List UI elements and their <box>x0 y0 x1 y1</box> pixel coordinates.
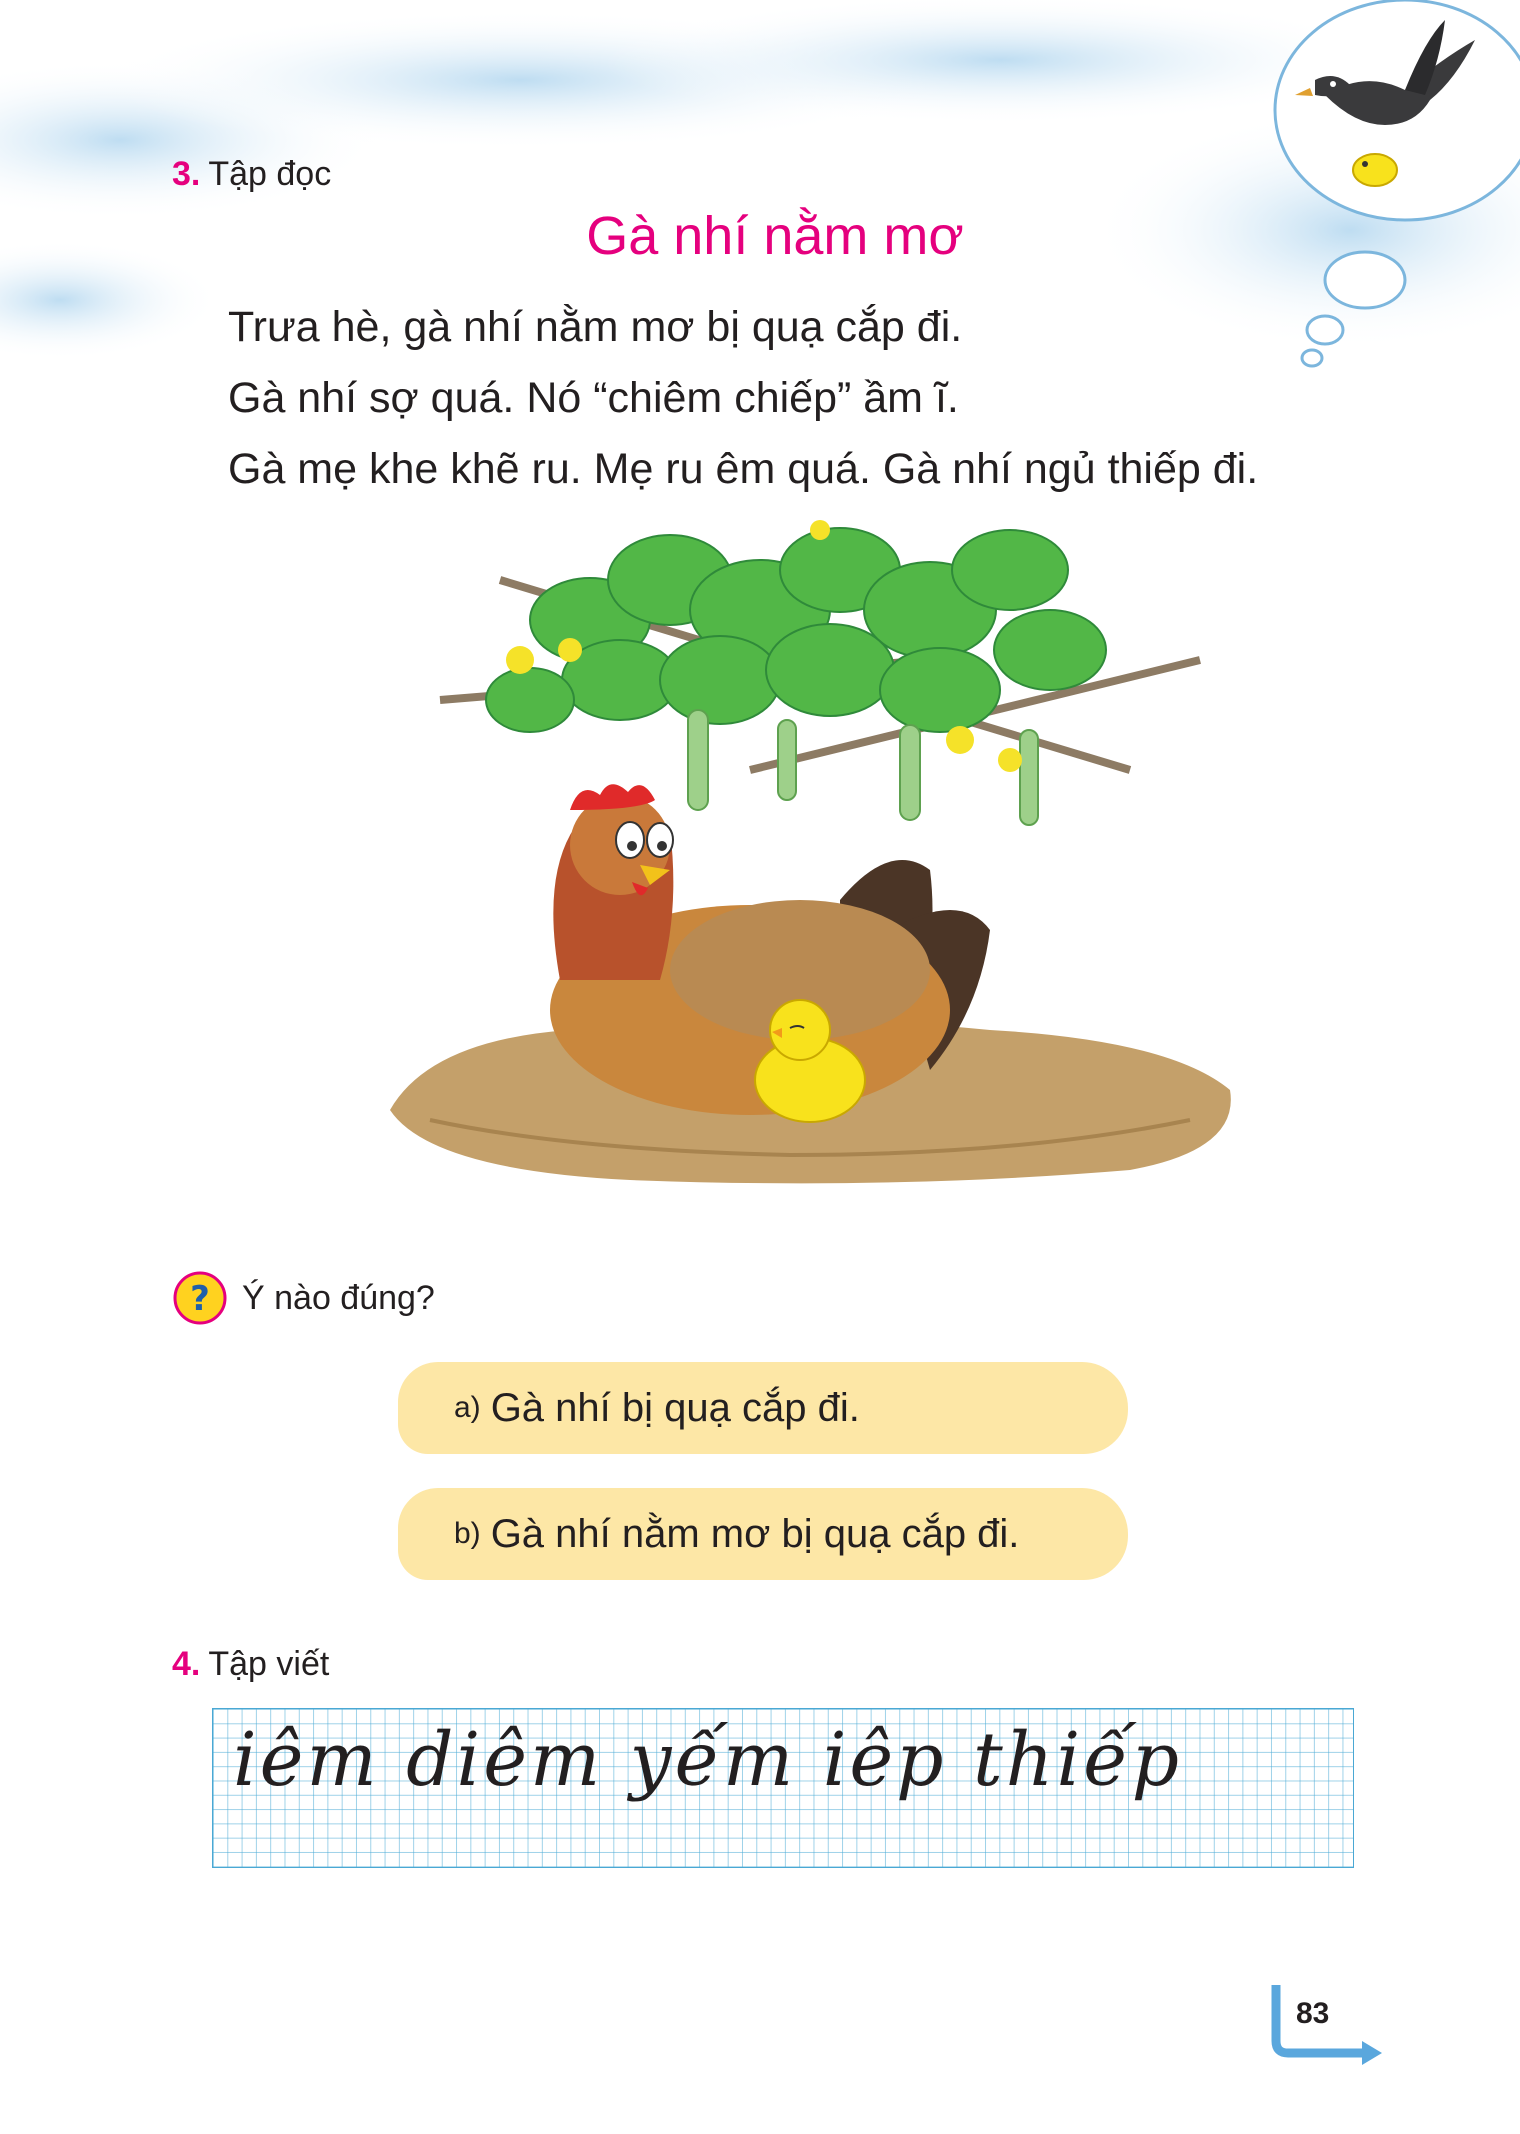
option-letter: a) <box>454 1391 481 1424</box>
reading-text <box>228 292 1428 505</box>
answer-option-a[interactable] <box>398 1362 1128 1454</box>
section-4-heading <box>172 1645 329 1684</box>
reading-title: Gà nhí nằm mơ <box>586 206 964 266</box>
section-label: Tập đọc <box>208 155 332 193</box>
option-text: Gà nhí bị quạ cắp đi. <box>490 1385 860 1430</box>
question-icon <box>172 1270 228 1326</box>
section-label: Tập viết <box>208 1645 330 1683</box>
reading-line: Gà mẹ khe khẽ ru. Mẹ ru êm quá. Gà nhí ngủ thiếp đi. <box>228 445 1259 493</box>
section-number: 4. <box>172 1645 201 1683</box>
question-text: Ý nào đúng? <box>242 1278 435 1317</box>
handwriting-sample: iêm diêm yếm iêp thiếp <box>233 1717 1183 1803</box>
svg-text:?: ? <box>190 1279 210 1319</box>
page-number: 83 <box>1296 1997 1330 2030</box>
section-3-heading <box>172 155 331 194</box>
section-number: 3. <box>172 155 201 193</box>
reading-line: Trưa hè, gà nhí nằm mơ bị quạ cắp đi. <box>228 303 963 351</box>
question-prompt <box>172 1270 435 1326</box>
option-text: Gà nhí nằm mơ bị quạ cắp đi. <box>490 1511 1020 1556</box>
answer-option-b[interactable] <box>398 1488 1128 1580</box>
option-letter: b) <box>454 1517 481 1550</box>
hen-chick-illustration <box>370 510 1250 1250</box>
page-number-marker <box>1268 1985 1388 2065</box>
reading-line: Gà nhí sợ quá. Nó “chiêm chiếp” ầm ĩ. <box>228 374 959 422</box>
handwriting-grid <box>212 1708 1354 1868</box>
